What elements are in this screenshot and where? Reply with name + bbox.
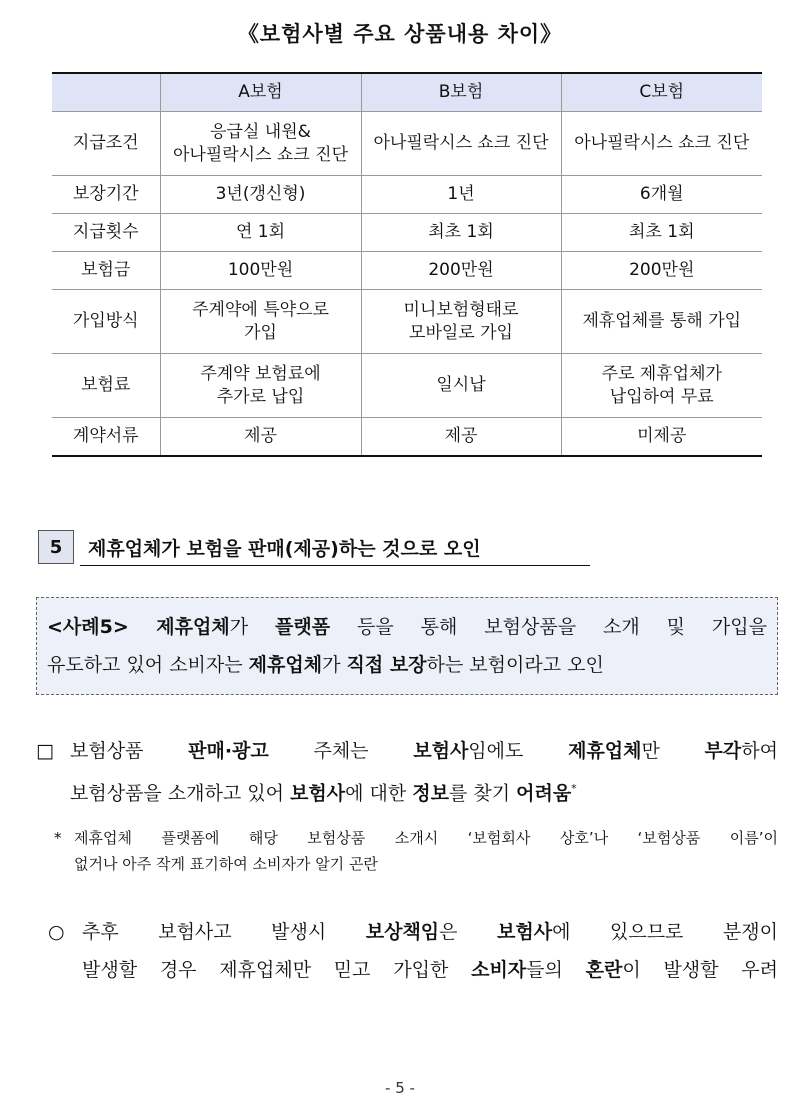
table-cell: 주계약에 특약으로 가입 <box>160 290 361 354</box>
case-text: 유도하고 있어 소비자는 <box>47 654 249 676</box>
case-text-bold: <사례5> 제휴업체 <box>47 616 230 638</box>
row-header-cell: 가입방식 <box>52 290 160 354</box>
case-text: 하는 보험이라고 오인 <box>426 654 604 676</box>
table-cell: 6개월 <box>561 176 762 214</box>
comparison-table <box>52 72 762 457</box>
table-cell: 아나필락시스 쇼크 진단 <box>561 112 762 176</box>
table-row <box>52 214 762 252</box>
table-cell: 제공 <box>160 418 361 456</box>
footnote-line-1: 제휴업체 플랫폼에 해당 보험상품 소개시 ‘보험회사 상호’나 ‘보험상품 이름’이 <box>74 829 778 847</box>
table-row <box>52 252 762 290</box>
row-header-cell: 계약서류 <box>52 418 160 456</box>
case-text: 등을 통해 보험상품을 소개 및 가입을 <box>330 616 767 638</box>
page-number: - 5 - <box>385 1079 415 1097</box>
point-1-line-1: 보험상품 판매·광고 주체는 보험사임에도 제휴업체만 부각하여 <box>70 740 778 762</box>
table-cell: 미제공 <box>561 418 762 456</box>
case-text-bold: 직접 보장 <box>346 654 427 676</box>
table-row <box>52 112 762 176</box>
table-cell: 아나필락시스 쇼크 진단 <box>361 112 561 176</box>
point-1 <box>36 732 778 812</box>
row-header-cell: 지급조건 <box>52 112 160 176</box>
footnote <box>54 825 778 877</box>
footnote-line-2: 없거나 아주 작게 표기하여 소비자가 알기 곤란 <box>74 855 378 873</box>
circle-bullet-icon: ○ <box>48 921 65 943</box>
table-cell: 연 1회 <box>160 214 361 252</box>
table-cell: 주계약 보험료에 추가로 납입 <box>160 354 361 418</box>
row-header-cell: 보험금 <box>52 252 160 290</box>
row-header-cell: 보험료 <box>52 354 160 418</box>
table-cell: 3년(갱신형) <box>160 176 361 214</box>
point-2-line-2: 발생할 경우 제휴업체만 믿고 가입한 소비자들의 혼란이 발생할 우려 <box>82 959 778 981</box>
point-1-line-2: 보험상품을 소개하고 있어 보험사에 대한 정보를 찾기 어려움* <box>70 782 577 805</box>
section-title: 제휴업체가 보험을 판매(제공)하는 것으로 오인 <box>88 537 481 560</box>
table-cell: 제공 <box>361 418 561 456</box>
case-text: 가 <box>229 616 275 638</box>
table-cell: 최초 1회 <box>361 214 561 252</box>
square-bullet-icon: □ <box>36 740 54 762</box>
table-header-cell: B보험 <box>361 73 561 112</box>
case-text: 가 <box>322 654 347 676</box>
footnote-star: * <box>54 829 62 847</box>
table-cell: 1년 <box>361 176 561 214</box>
case-box <box>36 597 778 695</box>
table-cell: 200만원 <box>561 252 762 290</box>
table-row <box>52 354 762 418</box>
row-header-cell: 지급횟수 <box>52 214 160 252</box>
table-cell: 미니보험형태로 모바일로 가입 <box>361 290 561 354</box>
case-text-bold: 플랫폼 <box>275 616 331 638</box>
point-2-line-1: 추후 보험사고 발생시 보상책임은 보험사에 있으므로 분쟁이 <box>82 921 778 943</box>
section-number: 5 <box>38 530 74 564</box>
table-cell: 주로 제휴업체가 납입하여 무료 <box>561 354 762 418</box>
case-line-2 <box>47 646 767 684</box>
table-header-cell: C보험 <box>561 73 762 112</box>
table-cell: 최초 1회 <box>561 214 762 252</box>
case-line-1 <box>47 608 767 646</box>
table-cell: 일시납 <box>361 354 561 418</box>
table-header-row <box>52 73 762 112</box>
table-cell: 제휴업체를 통해 가입 <box>561 290 762 354</box>
table-cell: 응급실 내원& 아나필락시스 쇼크 진단 <box>160 112 361 176</box>
table-header-cell <box>52 73 160 112</box>
page-title: 《보험사별 주요 상품내용 차이》 <box>237 22 563 46</box>
point-2 <box>48 913 778 989</box>
row-header-cell: 보장기간 <box>52 176 160 214</box>
table-row <box>52 290 762 354</box>
table-cell: 100만원 <box>160 252 361 290</box>
section-heading <box>38 530 481 564</box>
section-underline <box>80 565 590 566</box>
table-cell: 200만원 <box>361 252 561 290</box>
table-row <box>52 418 762 456</box>
case-text-bold: 제휴업체 <box>248 654 323 676</box>
table-header-cell: A보험 <box>160 73 361 112</box>
table-row <box>52 176 762 214</box>
